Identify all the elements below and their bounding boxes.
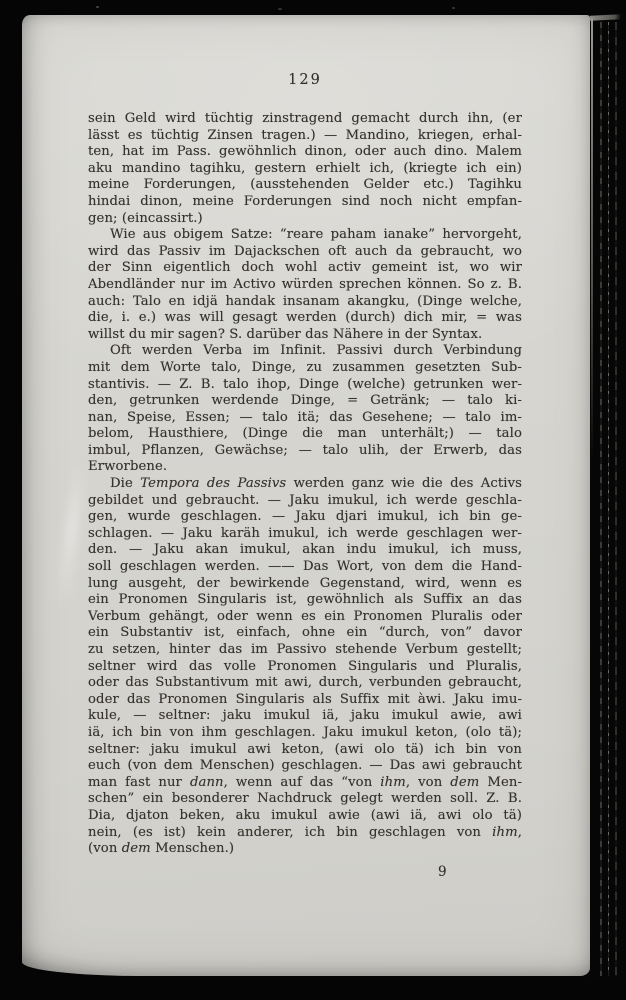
text-line: Die Tempora des Passivs werden ganz wie die des Activs	[110, 476, 522, 492]
paragraph	[88, 227, 522, 343]
text-line: soll geschlagen werden. —— Das Wort, von dem die Hand-	[88, 559, 522, 575]
text-line: nein, (es ist) kein anderer, ich bin geschlagen von ihm,	[88, 824, 522, 840]
book-edge-pages	[590, 14, 626, 982]
page-edge-line	[608, 22, 609, 976]
text-line: willst du mir sagen? S. darüber das Nähere in der Syntax.	[88, 326, 483, 342]
text-line: oder das Substantivum mit awi, durch, verbunden gebraucht,	[88, 675, 522, 691]
text-line: seltner wird das volle Pronomen Singularis und Pluralis,	[88, 658, 522, 674]
text-line: lung ausgeht, der bewirkende Gegenstand, wird, wenn es	[88, 575, 522, 591]
text-line: die, i. e.) was will gesagt werden (durch) dich mir, = was	[88, 310, 522, 326]
text-line: stantivis. — Z. B. talo ihop, Dinge (welche) getrunken wer-	[88, 376, 522, 392]
text-line: mit dem Worte talo, Dinge, zu zusammen gesetzten Sub-	[88, 359, 522, 375]
text-line: ein Substantiv ist, einfach, ohne ein “durch, von” davor	[88, 625, 522, 641]
text-line: imbul, Pflanzen, Gewächse; — talo ulih, der Erwerb, das	[88, 442, 522, 458]
text-line: seltner: jaku imukul awi keton, (awi olo tä) ich bin von	[88, 741, 522, 757]
text-line: Oft werden Verba im Infinit. Passivi durch Verbindung	[110, 343, 522, 359]
text-line: meine Forderungen, (ausstehenden Gelder etc.) Tagihku	[88, 177, 522, 193]
text-line: wird das Passiv im Dajackschen oft auch da gebraucht, wo	[88, 243, 522, 259]
text-line: aku mandino tagihku, gestern erhielt ich, (kriegte ich ein)	[88, 160, 522, 176]
text-line: auch: Talo en idjä handak insanam akangku, (Dinge welche,	[88, 293, 522, 309]
text-line: euch (von dem Menschen) geschlagen. — Das awi gebraucht	[88, 758, 522, 774]
text-block	[88, 111, 522, 858]
paper-fold-highlight	[55, 460, 87, 611]
text-line: ein Pronomen Singularis ist, gewöhnlich als Suffix an das	[88, 592, 522, 608]
text-line: (von dem Menschen.)	[88, 841, 235, 857]
text-line: oder das Pronomen Singularis als Suffix mit àwi. Jaku imu-	[88, 691, 522, 707]
page-content	[88, 71, 522, 881]
text-line: kule, — seltner: jaku imukul iä, jaku imukul awie, awi	[88, 708, 522, 724]
page-edge-line	[615, 22, 617, 976]
signature-row	[88, 864, 522, 881]
dust-speck	[96, 6, 99, 8]
text-line: der Sinn eigentlich doch wohl activ gemeint ist, wo wir	[88, 260, 522, 276]
page-number: 129	[288, 72, 322, 88]
signature-mark: 9	[438, 863, 447, 880]
text-line: iä, ich bin von ihm geschlagen. Jaku imukul keton, (olo tä);	[88, 724, 522, 740]
text-line: belom, Hausthiere, (Dinge die man unterhält;) — talo	[88, 426, 522, 442]
text-line: Abendländer nur im Activo würden sprechen können. So z. B.	[88, 276, 522, 292]
text-line: gebildet und gebraucht. — Jaku imukul, ich werde geschla-	[88, 492, 522, 508]
dust-speck	[278, 8, 282, 10]
text-line: man fast nur dann, wenn auf das “von ihm, von dem Men-	[88, 774, 522, 790]
text-line: Wie aus obigem Satze: “reare paham ianake” hervorgeht,	[110, 227, 522, 243]
text-line: lässt es tüchtig Zinsen tragen.) — Mandino, kriegen, erhal-	[88, 127, 522, 143]
text-line: hindai dinon, meine Forderungen sind noch nicht empfan-	[88, 193, 522, 209]
text-line: schen” ein besonderer Nachdruck gelegt werden soll. Z. B.	[88, 791, 522, 807]
dust-speck	[452, 7, 455, 9]
text-line: den, getrunken werdende Dinge, = Getränk; — talo ki-	[88, 393, 522, 409]
text-line: zu setzen, hinter das im Passivo stehende Verbum gestellt;	[88, 642, 522, 657]
text-line: gen, wurde geschlagen. — Jaku djari imukul, ich bin ge-	[88, 509, 522, 525]
book-page	[22, 15, 590, 976]
text-line: schlagen. — Jaku karäh imukul, ich werde geschlagen wer-	[88, 525, 522, 541]
text-line: sein Geld wird tüchtig zinstragend gemacht durch ihn, (er	[88, 111, 522, 126]
page-edge-highlight	[591, 18, 593, 463]
text-line: Dia, djaton beken, aku imukul awie (awi iä, awi olo tä)	[88, 807, 522, 823]
book-edge-top-light	[590, 14, 621, 21]
text-line: gen; (eincassirt.)	[88, 210, 203, 226]
page-edge-line	[600, 22, 602, 976]
text-line: den. — Jaku akan imukul, akan indu imukul, ich muss,	[88, 542, 522, 558]
paragraph	[88, 343, 522, 476]
text-line: Verbum gehängt, oder wenn es ein Pronomen Pluralis oder	[88, 608, 522, 624]
paragraph	[88, 476, 522, 858]
text-line: Erworbene.	[88, 459, 168, 475]
paragraph	[88, 111, 522, 227]
text-line: ten, hat im Pass. gewöhnlich dinon, oder auch dino. Malem	[88, 144, 522, 160]
text-line: nan, Speise, Essen; — talo itä; das Gesehene; — talo im-	[88, 409, 522, 425]
